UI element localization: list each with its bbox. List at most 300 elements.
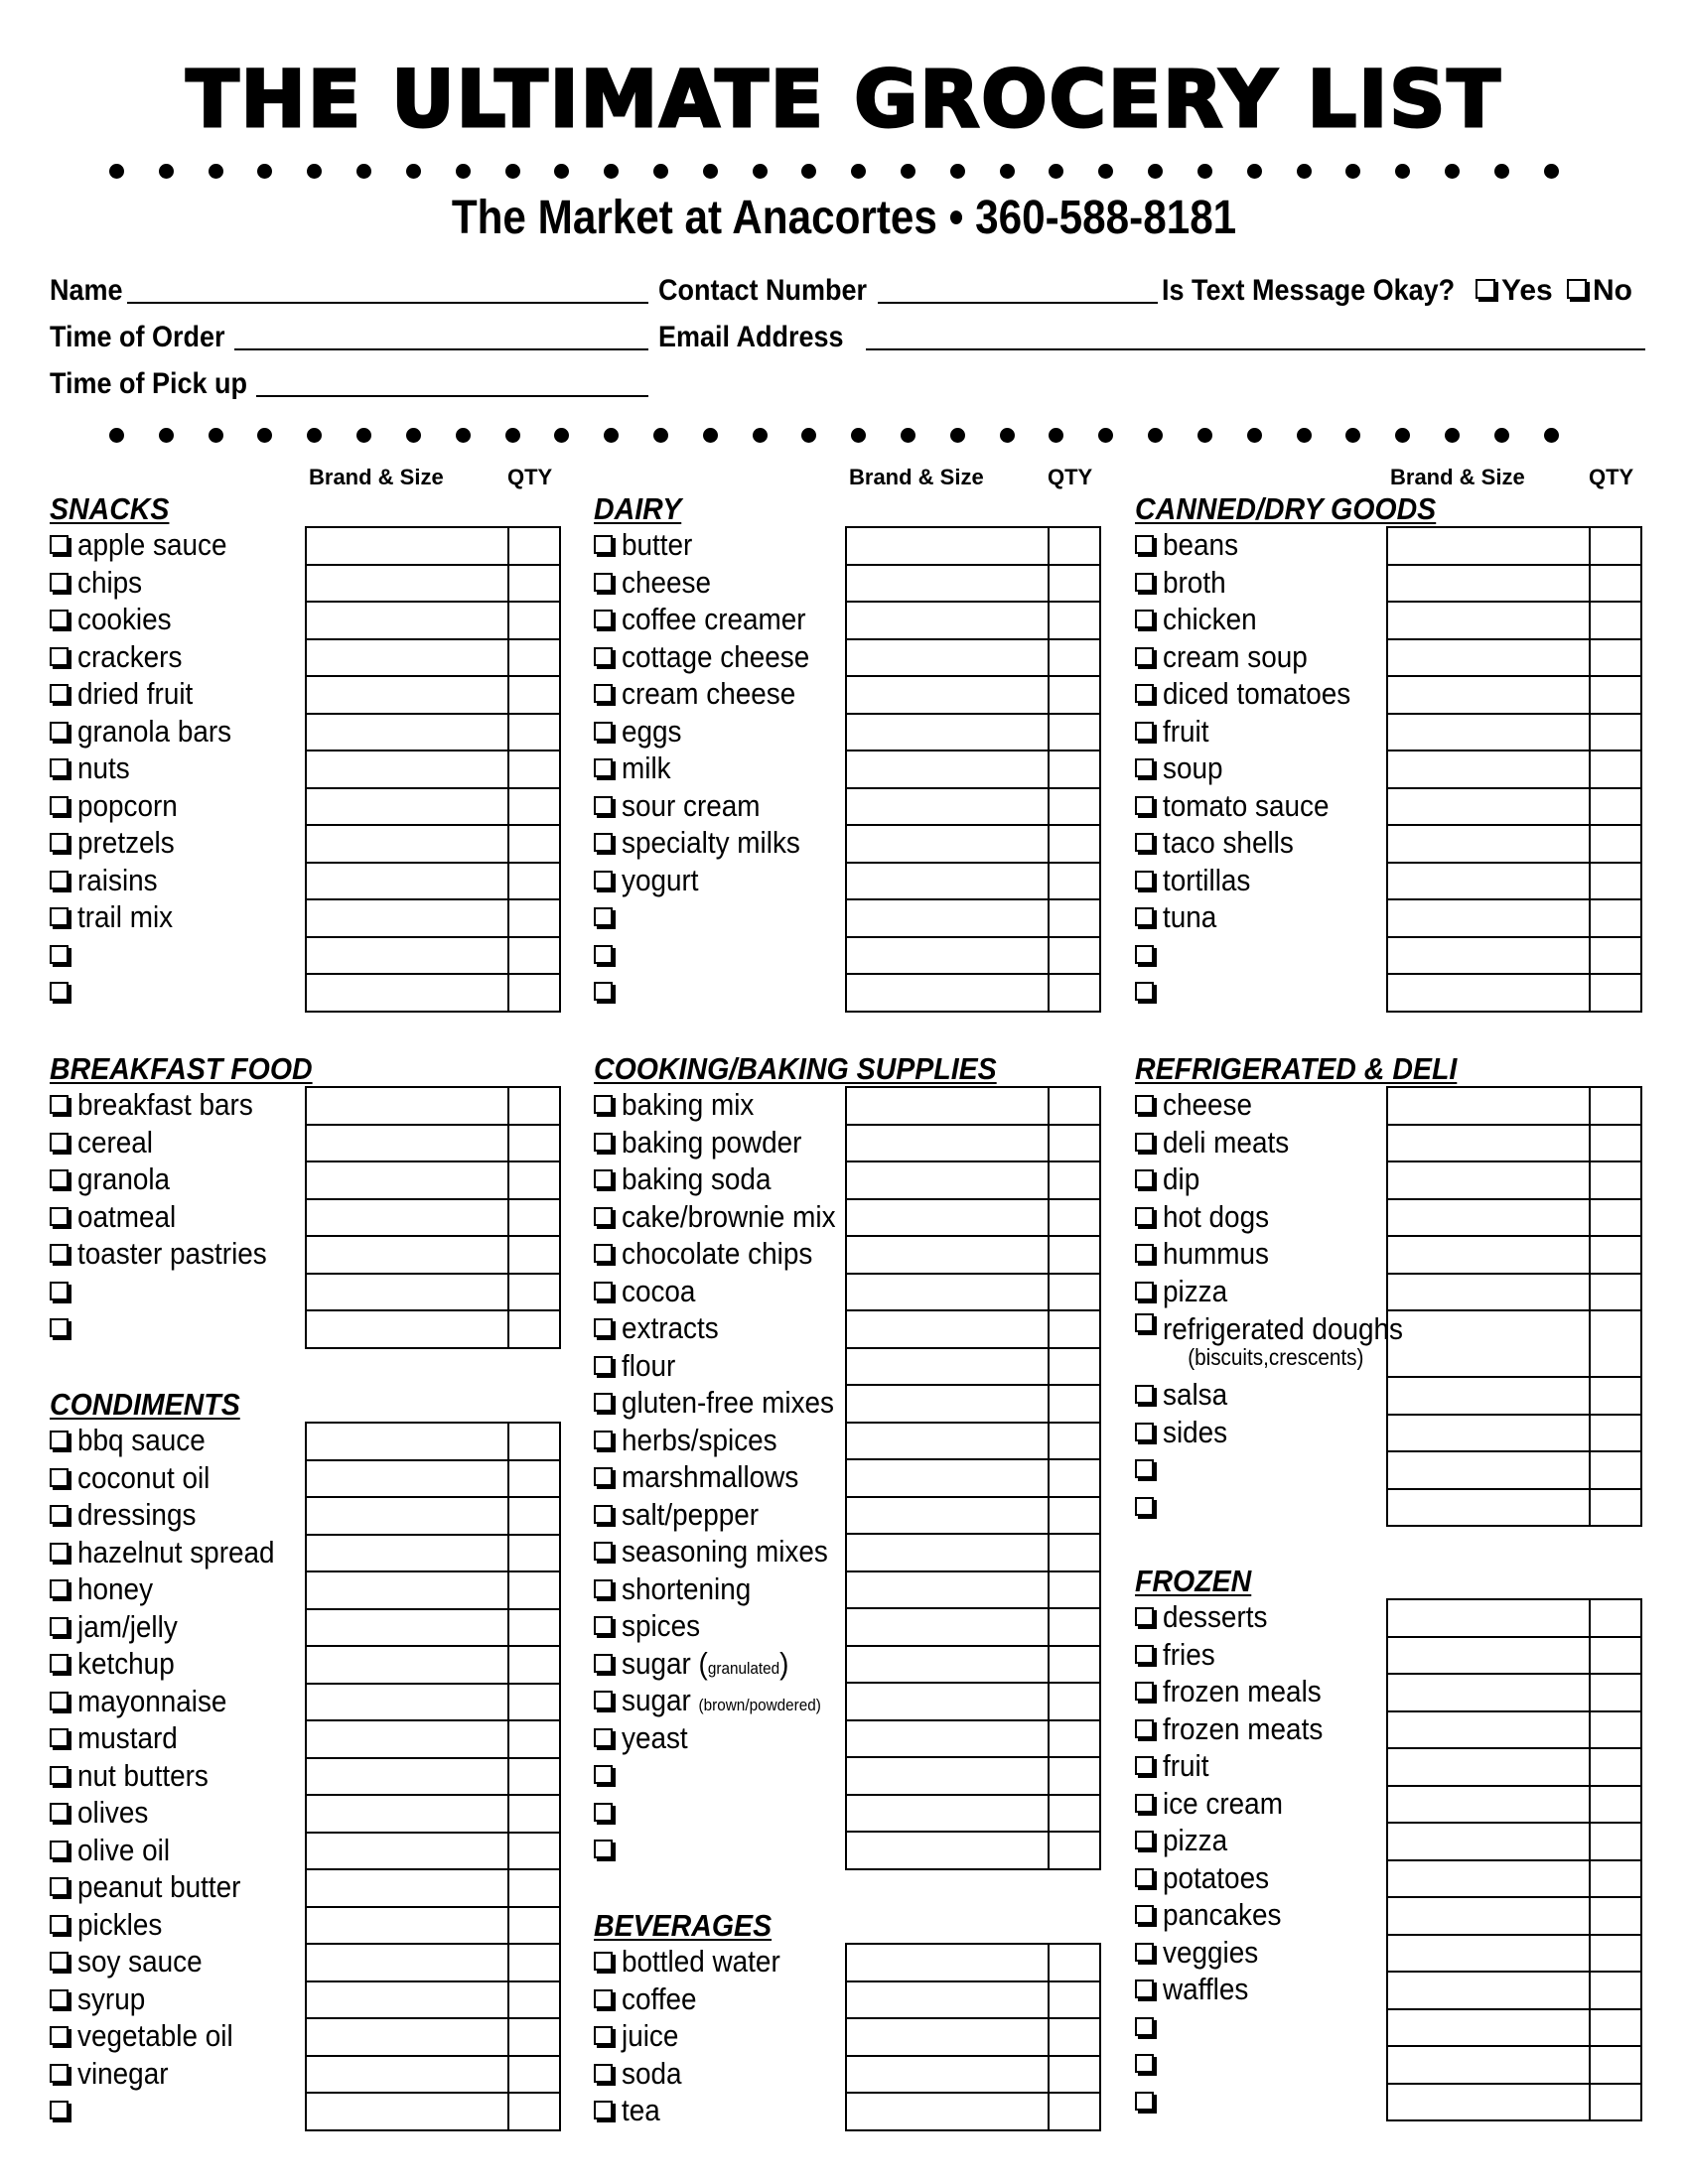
list-item[interactable] <box>594 1384 859 1422</box>
brand-size-cell[interactable] <box>307 1461 509 1497</box>
brand-size-cell[interactable] <box>847 1162 1050 1198</box>
checkbox-icon[interactable] <box>594 2026 613 2045</box>
qty-cell[interactable] <box>1050 975 1099 1011</box>
brand-size-cell[interactable] <box>307 975 509 1011</box>
brand-size-cell[interactable] <box>307 1796 509 1832</box>
checkbox-icon[interactable] <box>50 907 69 926</box>
checkbox-icon[interactable] <box>50 1579 69 1598</box>
qty-cell[interactable] <box>1591 826 1640 862</box>
brand-size-cell[interactable] <box>847 1982 1050 2018</box>
checkbox-icon[interactable] <box>1135 1831 1154 1849</box>
list-item[interactable] <box>594 1980 798 2018</box>
checkbox-icon[interactable] <box>594 1244 613 1263</box>
qty-cell[interactable] <box>1050 1424 1099 1459</box>
checkbox-icon[interactable] <box>1135 684 1154 703</box>
qty-cell[interactable] <box>1591 2085 1640 2120</box>
qty-cell[interactable] <box>509 900 559 936</box>
checkbox-icon[interactable] <box>50 1318 69 1337</box>
qty-cell[interactable] <box>1591 1824 1640 1859</box>
qty-cell[interactable] <box>1050 900 1099 936</box>
qty-cell[interactable] <box>1591 1490 1640 1526</box>
checkbox-icon[interactable] <box>50 1468 69 1487</box>
checkbox-icon[interactable] <box>1135 573 1154 592</box>
checkbox-icon[interactable] <box>1135 1095 1154 1114</box>
qty-cell[interactable] <box>509 1461 559 1497</box>
checkbox-icon[interactable] <box>594 945 613 964</box>
list-item[interactable] <box>1135 824 1371 862</box>
qty-cell[interactable] <box>1591 1378 1640 1414</box>
email-address-field[interactable] <box>866 348 1645 350</box>
brand-size-cell[interactable] <box>307 1126 509 1161</box>
qty-cell[interactable] <box>1050 2094 1099 2129</box>
brand-size-cell[interactable] <box>847 1684 1050 1719</box>
brand-size-cell[interactable] <box>1388 751 1591 787</box>
qty-cell[interactable] <box>1050 528 1099 564</box>
checkbox-icon[interactable] <box>50 1282 69 1300</box>
brand-size-cell[interactable] <box>307 2094 509 2129</box>
qty-cell[interactable] <box>1591 751 1640 787</box>
list-item[interactable] <box>50 526 248 564</box>
checkbox-icon[interactable] <box>1135 1719 1154 1738</box>
qty-cell[interactable] <box>509 751 559 787</box>
qty-cell[interactable] <box>1591 1452 1640 1488</box>
list-item[interactable] <box>50 1496 297 1534</box>
list-item[interactable] <box>50 638 248 676</box>
list-item[interactable] <box>50 1235 288 1273</box>
list-item[interactable] <box>594 713 830 751</box>
qty-cell[interactable] <box>509 1162 559 1198</box>
checkbox-icon[interactable] <box>594 1840 613 1858</box>
checkbox-icon[interactable] <box>50 2101 69 2119</box>
qty-cell[interactable] <box>1591 1600 1640 1636</box>
checkbox-icon[interactable] <box>594 2101 613 2119</box>
list-item[interactable] <box>594 1794 859 1832</box>
list-item[interactable] <box>50 2055 297 2093</box>
checkbox-icon[interactable] <box>1135 1244 1154 1263</box>
checkbox-icon[interactable] <box>594 1282 613 1300</box>
qty-cell[interactable] <box>509 715 559 751</box>
checkbox-icon[interactable] <box>50 1543 69 1562</box>
list-item[interactable] <box>594 638 830 676</box>
checkbox-icon[interactable] <box>50 1505 69 1524</box>
checkbox-icon[interactable] <box>1135 945 1154 964</box>
checkbox-icon[interactable] <box>1567 279 1587 299</box>
qty-cell[interactable] <box>1050 1945 1099 1980</box>
qty-cell[interactable] <box>1591 640 1640 676</box>
checkbox-icon[interactable] <box>1135 1645 1154 1664</box>
brand-size-cell[interactable] <box>1388 566 1591 602</box>
list-item[interactable] <box>1135 1822 1340 1859</box>
qty-cell[interactable] <box>1591 975 1640 1011</box>
checkbox-icon[interactable] <box>1135 796 1154 815</box>
qty-cell[interactable] <box>509 528 559 564</box>
brand-size-cell[interactable] <box>307 1424 509 1459</box>
checkbox-icon[interactable] <box>50 1431 69 1449</box>
list-item[interactable] <box>50 1794 297 1832</box>
checkbox-icon[interactable] <box>1135 2017 1154 2036</box>
list-item[interactable] <box>1135 1934 1340 1972</box>
brand-size-cell[interactable] <box>847 1311 1050 1347</box>
list-item[interactable] <box>594 1273 859 1310</box>
qty-cell[interactable] <box>1050 1237 1099 1273</box>
qty-cell[interactable] <box>509 2019 559 2055</box>
qty-cell[interactable] <box>509 1945 559 1980</box>
list-item[interactable] <box>1135 2045 1340 2083</box>
qty-cell[interactable] <box>1591 1162 1640 1198</box>
brand-size-cell[interactable] <box>1388 1824 1591 1859</box>
list-item[interactable] <box>50 1757 297 1795</box>
brand-size-cell[interactable] <box>1388 1237 1591 1273</box>
brand-size-cell[interactable] <box>307 1498 509 1534</box>
list-item[interactable] <box>594 1458 859 1496</box>
brand-size-cell[interactable] <box>307 2019 509 2055</box>
list-item[interactable] <box>1135 1747 1340 1785</box>
brand-size-cell[interactable] <box>1388 2010 1591 2046</box>
list-item[interactable] <box>50 713 248 751</box>
qty-cell[interactable] <box>1050 640 1099 676</box>
checkbox-icon[interactable] <box>1135 1313 1154 1332</box>
list-item[interactable] <box>594 1645 859 1683</box>
brand-size-cell[interactable] <box>1388 1936 1591 1972</box>
list-item[interactable] <box>1135 936 1371 974</box>
checkbox-icon[interactable] <box>594 647 613 666</box>
list-item[interactable] <box>594 1347 859 1385</box>
checkbox-icon[interactable] <box>50 535 69 554</box>
brand-size-cell[interactable] <box>1388 1452 1591 1488</box>
brand-size-cell[interactable] <box>1388 1787 1591 1823</box>
checkbox-icon[interactable] <box>594 1654 613 1673</box>
list-item[interactable] <box>50 1459 297 1497</box>
qty-cell[interactable] <box>1050 1721 1099 1757</box>
brand-size-cell[interactable] <box>1388 1749 1591 1785</box>
list-item[interactable] <box>50 1683 297 1720</box>
list-item[interactable] <box>594 750 830 787</box>
brand-size-cell[interactable] <box>1388 975 1591 1011</box>
checkbox-icon[interactable] <box>1135 610 1154 628</box>
list-item[interactable] <box>594 1422 859 1459</box>
list-item[interactable] <box>594 1570 859 1608</box>
brand-size-cell[interactable] <box>847 1088 1050 1124</box>
brand-size-cell[interactable] <box>1388 640 1591 676</box>
checkbox-icon[interactable] <box>594 1579 613 1598</box>
brand-size-cell[interactable] <box>1388 1600 1591 1636</box>
brand-size-cell[interactable] <box>1388 1898 1591 1934</box>
list-item[interactable] <box>1135 973 1371 1011</box>
qty-cell[interactable] <box>1050 751 1099 787</box>
brand-size-cell[interactable] <box>847 1647 1050 1683</box>
qty-cell[interactable] <box>509 1424 559 1459</box>
brand-size-cell[interactable] <box>307 1870 509 1906</box>
qty-cell[interactable] <box>1591 1275 1640 1310</box>
checkbox-icon[interactable] <box>50 684 69 703</box>
brand-size-cell[interactable] <box>307 1908 509 1944</box>
list-item[interactable] <box>50 1943 297 1980</box>
brand-size-cell[interactable] <box>1388 1126 1591 1161</box>
list-item[interactable] <box>594 1086 859 1124</box>
checkbox-icon[interactable] <box>594 982 613 1001</box>
qty-cell[interactable] <box>1591 1973 1640 2008</box>
list-item[interactable] <box>1135 638 1371 676</box>
checkbox-icon[interactable] <box>594 1765 613 1784</box>
qty-cell[interactable] <box>509 938 559 974</box>
checkbox-icon[interactable] <box>50 722 69 741</box>
checkbox-icon[interactable] <box>594 871 613 889</box>
list-item[interactable] <box>594 2092 798 2129</box>
brand-size-cell[interactable] <box>307 938 509 974</box>
brand-size-cell[interactable] <box>307 864 509 899</box>
qty-cell[interactable] <box>509 1237 559 1273</box>
checkbox-icon[interactable] <box>50 1617 69 1636</box>
list-item[interactable] <box>594 1756 859 1794</box>
checkbox-icon[interactable] <box>1135 1682 1154 1701</box>
list-item[interactable] <box>50 1198 288 1236</box>
qty-cell[interactable] <box>1050 1535 1099 1570</box>
list-item[interactable] <box>1135 2008 1340 2046</box>
brand-size-cell[interactable] <box>307 566 509 602</box>
checkbox-icon[interactable] <box>1135 1497 1154 1516</box>
checkbox-icon[interactable] <box>1135 833 1154 852</box>
brand-size-cell[interactable] <box>1388 864 1591 899</box>
yes-option[interactable] <box>1476 276 1553 306</box>
brand-size-cell[interactable] <box>847 789 1050 825</box>
list-item[interactable] <box>50 675 248 713</box>
brand-size-cell[interactable] <box>307 640 509 676</box>
list-item[interactable] <box>50 824 248 862</box>
checkbox-icon[interactable] <box>50 2064 69 2083</box>
checkbox-icon[interactable] <box>50 1877 69 1896</box>
checkbox-icon[interactable] <box>594 1095 613 1114</box>
brand-size-cell[interactable] <box>847 1460 1050 1496</box>
qty-cell[interactable] <box>1591 1237 1640 1273</box>
qty-cell[interactable] <box>509 1647 559 1683</box>
qty-cell[interactable] <box>1591 1787 1640 1823</box>
qty-cell[interactable] <box>1050 1311 1099 1347</box>
brand-size-cell[interactable] <box>307 1685 509 1720</box>
brand-size-cell[interactable] <box>847 566 1050 602</box>
list-item[interactable] <box>50 1868 297 1906</box>
brand-size-cell[interactable] <box>1388 1088 1591 1124</box>
checkbox-icon[interactable] <box>1135 871 1154 889</box>
time-of-order-field[interactable] <box>234 348 648 350</box>
checkbox-icon[interactable] <box>594 722 613 741</box>
brand-size-cell[interactable] <box>1388 603 1591 638</box>
qty-cell[interactable] <box>1591 938 1640 974</box>
brand-size-cell[interactable] <box>1388 1638 1591 1674</box>
qty-cell[interactable] <box>1591 603 1640 638</box>
brand-size-cell[interactable] <box>307 677 509 713</box>
list-item[interactable] <box>594 1607 859 1645</box>
brand-size-cell[interactable] <box>847 975 1050 1011</box>
brand-size-cell[interactable] <box>1388 1275 1591 1310</box>
qty-cell[interactable] <box>1050 826 1099 862</box>
list-item[interactable] <box>594 675 830 713</box>
list-item[interactable] <box>594 1124 859 1161</box>
list-item[interactable] <box>50 1832 297 1869</box>
checkbox-icon[interactable] <box>594 610 613 628</box>
brand-size-cell[interactable] <box>1388 1162 1591 1198</box>
qty-cell[interactable] <box>1050 1758 1099 1794</box>
brand-size-cell[interactable] <box>307 1572 509 1608</box>
checkbox-icon[interactable] <box>594 1207 613 1226</box>
brand-size-cell[interactable] <box>847 1349 1050 1385</box>
brand-size-cell[interactable] <box>847 528 1050 564</box>
checkbox-icon[interactable] <box>50 1728 69 1747</box>
list-item[interactable] <box>50 1608 297 1646</box>
brand-size-cell[interactable] <box>1388 826 1591 862</box>
qty-cell[interactable] <box>509 640 559 676</box>
qty-cell[interactable] <box>1050 1684 1099 1719</box>
brand-size-cell[interactable] <box>1388 1416 1591 1451</box>
list-item[interactable] <box>50 601 248 638</box>
brand-size-cell[interactable] <box>1388 1311 1591 1376</box>
qty-cell[interactable] <box>1591 2047 1640 2083</box>
brand-size-cell[interactable] <box>1388 1973 1591 2008</box>
list-item[interactable] <box>1135 1859 1340 1897</box>
list-item[interactable] <box>50 898 248 936</box>
qty-cell[interactable] <box>509 677 559 713</box>
checkbox-icon[interactable] <box>594 573 613 592</box>
no-option[interactable] <box>1567 276 1632 306</box>
brand-size-cell[interactable] <box>847 1833 1050 1868</box>
qty-cell[interactable] <box>509 1908 559 1944</box>
checkbox-icon[interactable] <box>1135 1794 1154 1813</box>
qty-cell[interactable] <box>509 1796 559 1832</box>
qty-cell[interactable] <box>1591 789 1640 825</box>
brand-size-cell[interactable] <box>847 900 1050 936</box>
brand-size-cell[interactable] <box>847 2019 1050 2055</box>
list-item[interactable] <box>594 1719 859 1757</box>
qty-cell[interactable] <box>509 603 559 638</box>
qty-cell[interactable] <box>509 1311 559 1347</box>
checkbox-icon[interactable] <box>594 796 613 815</box>
checkbox-icon[interactable] <box>1135 2092 1154 2111</box>
qty-cell[interactable] <box>1591 566 1640 602</box>
name-field[interactable] <box>127 302 648 304</box>
brand-size-cell[interactable] <box>1388 2085 1591 2120</box>
qty-cell[interactable] <box>1050 603 1099 638</box>
brand-size-cell[interactable] <box>1388 1861 1591 1897</box>
list-item[interactable] <box>50 1645 297 1683</box>
brand-size-cell[interactable] <box>1388 938 1591 974</box>
brand-size-cell[interactable] <box>1388 1712 1591 1748</box>
checkbox-icon[interactable] <box>50 1766 69 1785</box>
checkbox-icon[interactable] <box>594 535 613 554</box>
checkbox-icon[interactable] <box>594 1803 613 1822</box>
brand-size-cell[interactable] <box>847 1945 1050 1980</box>
checkbox-icon[interactable] <box>594 684 613 703</box>
qty-cell[interactable] <box>1591 1936 1640 1972</box>
qty-cell[interactable] <box>509 566 559 602</box>
checkbox-icon[interactable] <box>1135 1756 1154 1775</box>
list-item[interactable] <box>1135 1971 1340 2008</box>
checkbox-icon[interactable] <box>594 1728 613 1747</box>
brand-size-cell[interactable] <box>307 1200 509 1236</box>
checkbox-icon[interactable] <box>50 1207 69 1226</box>
checkbox-icon[interactable] <box>50 1803 69 1822</box>
brand-size-cell[interactable] <box>307 1945 509 1980</box>
checkbox-icon[interactable] <box>50 1095 69 1114</box>
qty-cell[interactable] <box>509 1834 559 1869</box>
checkbox-icon[interactable] <box>50 982 69 1001</box>
brand-size-cell[interactable] <box>847 2094 1050 2129</box>
qty-cell[interactable] <box>1050 1126 1099 1161</box>
qty-cell[interactable] <box>509 1572 559 1608</box>
qty-cell[interactable] <box>1050 1460 1099 1496</box>
list-item[interactable] <box>50 750 248 787</box>
checkbox-icon[interactable] <box>50 833 69 852</box>
brand-size-cell[interactable] <box>847 826 1050 862</box>
list-item[interactable] <box>594 1160 859 1198</box>
checkbox-icon[interactable] <box>1135 1133 1154 1152</box>
brand-size-cell[interactable] <box>847 1758 1050 1794</box>
qty-cell[interactable] <box>1050 1796 1099 1832</box>
brand-size-cell[interactable] <box>1388 789 1591 825</box>
qty-cell[interactable] <box>1591 1861 1640 1897</box>
checkbox-icon[interactable] <box>594 758 613 777</box>
checkbox-icon[interactable] <box>50 1244 69 1263</box>
checkbox-icon[interactable] <box>594 833 613 852</box>
list-item[interactable] <box>50 1273 288 1310</box>
qty-cell[interactable] <box>1591 1311 1640 1376</box>
qty-cell[interactable] <box>1591 1088 1640 1124</box>
list-item[interactable] <box>1135 898 1371 936</box>
brand-size-cell[interactable] <box>847 1386 1050 1422</box>
list-item[interactable] <box>50 1086 288 1124</box>
brand-size-cell[interactable] <box>847 603 1050 638</box>
checkbox-icon[interactable] <box>1135 1459 1154 1478</box>
brand-size-cell[interactable] <box>1388 1675 1591 1710</box>
brand-size-cell[interactable] <box>307 1237 509 1273</box>
list-item[interactable] <box>1135 750 1371 787</box>
list-item[interactable] <box>50 2092 297 2129</box>
list-item[interactable] <box>50 1570 297 1608</box>
list-item[interactable] <box>1135 526 1371 564</box>
checkbox-icon[interactable] <box>594 1691 613 1709</box>
list-item[interactable] <box>594 824 830 862</box>
checkbox-icon[interactable] <box>594 1356 613 1375</box>
list-item[interactable] <box>1135 1636 1340 1674</box>
checkbox-icon[interactable] <box>50 1841 69 1859</box>
checkbox-icon[interactable] <box>594 1467 613 1486</box>
brand-size-cell[interactable] <box>307 715 509 751</box>
qty-cell[interactable] <box>509 1498 559 1534</box>
list-item[interactable] <box>594 1943 798 1980</box>
list-item[interactable] <box>50 1160 288 1198</box>
list-item[interactable] <box>594 862 830 899</box>
checkbox-icon[interactable] <box>1135 907 1154 926</box>
list-item[interactable] <box>50 1124 288 1161</box>
qty-cell[interactable] <box>509 1870 559 1906</box>
qty-cell[interactable] <box>509 1126 559 1161</box>
checkbox-icon[interactable] <box>1135 1607 1154 1626</box>
qty-cell[interactable] <box>509 2057 559 2093</box>
checkbox-icon[interactable] <box>1135 1905 1154 1924</box>
list-item[interactable] <box>50 1719 297 1757</box>
qty-cell[interactable] <box>1050 1609 1099 1645</box>
qty-cell[interactable] <box>1050 1982 1099 2018</box>
list-item[interactable] <box>594 1533 859 1570</box>
list-item[interactable] <box>594 601 830 638</box>
qty-cell[interactable] <box>1050 1088 1099 1124</box>
brand-size-cell[interactable] <box>307 1162 509 1198</box>
list-item[interactable] <box>50 1534 297 1571</box>
brand-size-cell[interactable] <box>847 1498 1050 1534</box>
brand-size-cell[interactable] <box>1388 2047 1591 2083</box>
qty-cell[interactable] <box>1050 1572 1099 1608</box>
qty-cell[interactable] <box>1050 864 1099 899</box>
qty-cell[interactable] <box>509 1088 559 1124</box>
qty-cell[interactable] <box>1591 1416 1640 1451</box>
